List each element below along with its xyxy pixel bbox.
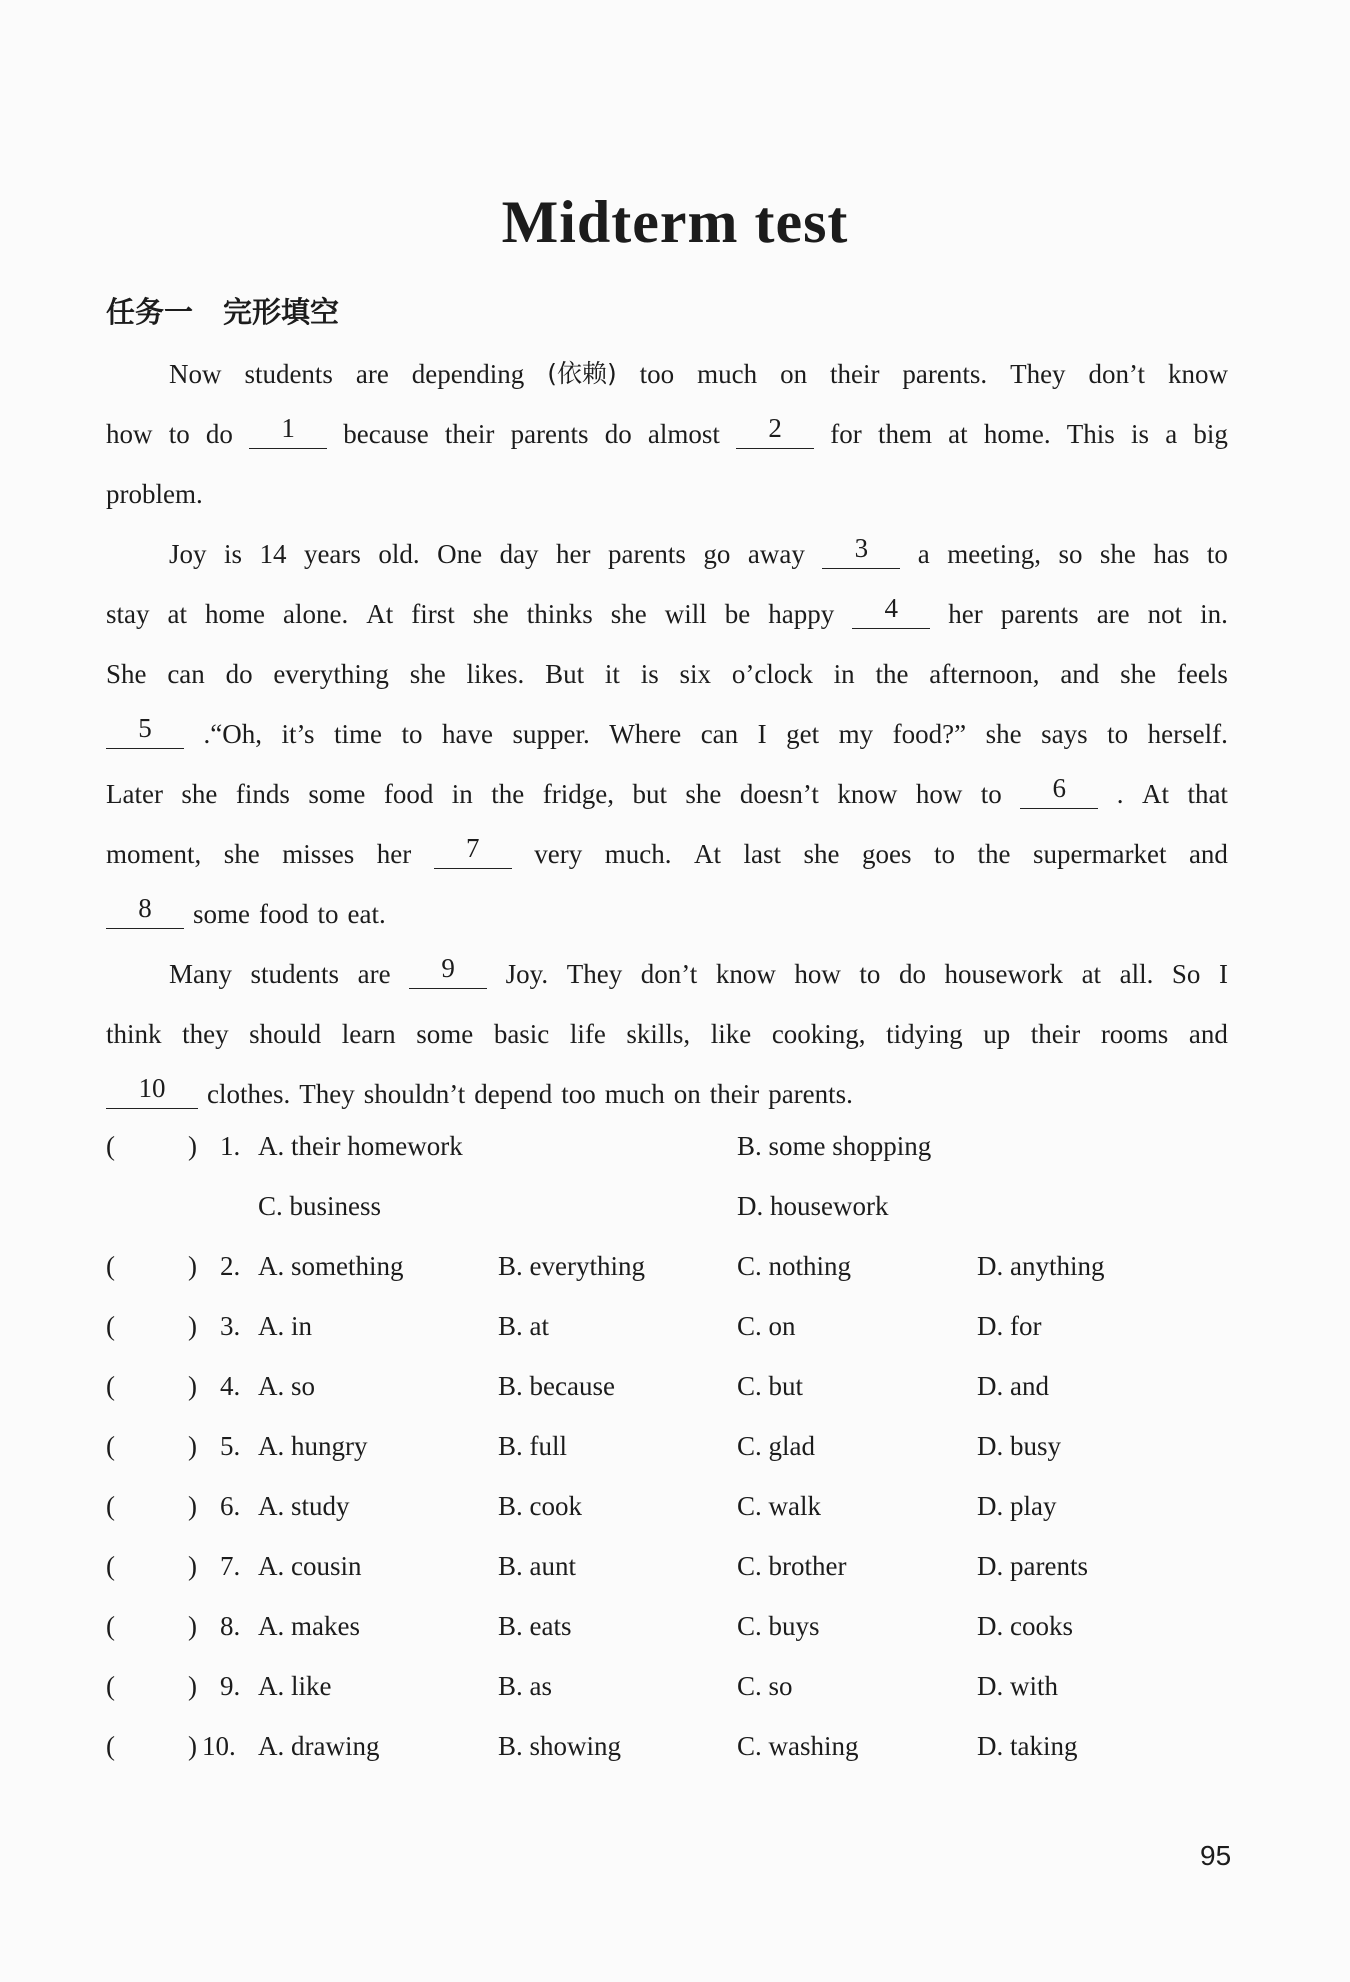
option-b: B. at <box>498 1311 549 1341</box>
passage-word: students <box>250 959 340 989</box>
passage-word: to <box>859 959 881 989</box>
passage-word: is <box>223 539 242 569</box>
question-number: 3. <box>220 1311 241 1341</box>
passage-word: They <box>1010 359 1066 389</box>
passage-line <box>106 1012 1228 1072</box>
option-c: C. so <box>737 1671 793 1701</box>
passage-word: students <box>244 359 333 389</box>
passage-word: at <box>948 419 968 449</box>
passage-word: the <box>875 659 909 689</box>
passage-word: and <box>1188 839 1228 869</box>
passage-line <box>106 832 1228 892</box>
passage-word: she <box>803 839 840 869</box>
passage-word: can <box>700 719 739 749</box>
blank-3: 3 <box>822 532 900 569</box>
passage-word: One <box>437 539 483 569</box>
passage-word: everything <box>273 659 389 689</box>
passage-word: feels <box>1176 659 1228 689</box>
passage-word: alone. <box>283 599 349 629</box>
option-a: A. makes <box>258 1611 360 1641</box>
option-c: C. brother <box>737 1551 847 1581</box>
passage-word: she <box>409 659 446 689</box>
passage-word: it’s <box>281 719 315 749</box>
option-a: A. their homework <box>258 1131 463 1161</box>
passage-word: tidying <box>886 1019 963 1049</box>
option-c: C. glad <box>737 1431 815 1461</box>
passage-word: go <box>703 539 731 569</box>
passage-word: the <box>491 779 525 809</box>
answer-paren-open[interactable]: ( <box>106 1131 115 1161</box>
blank-10: 10 <box>106 1072 198 1109</box>
passage-word: up <box>983 1019 1011 1049</box>
question-row <box>106 1304 1228 1364</box>
passage-word: don’t <box>640 959 698 989</box>
passage-word: Joy <box>169 539 207 569</box>
passage-word: meeting, <box>947 539 1041 569</box>
passage-word: get <box>786 719 820 749</box>
question-row <box>106 1244 1228 1304</box>
passage-word: do <box>604 419 632 449</box>
passage-word: clothes. <box>207 1079 291 1109</box>
passage-word: parents <box>510 419 589 449</box>
passage-word: last <box>743 839 781 869</box>
passage-word: home <box>205 599 265 629</box>
passage-word: her <box>376 839 412 869</box>
cloze-passage <box>106 352 1228 1132</box>
passage-word: her <box>556 539 591 569</box>
passage-word: she <box>685 779 722 809</box>
option-a: A. in <box>258 1311 312 1341</box>
passage-word: and <box>1188 1019 1228 1049</box>
passage-line <box>106 1072 1228 1132</box>
answer-paren-open[interactable]: ( <box>106 1371 115 1401</box>
passage-word: know <box>715 959 776 989</box>
passage-word: their <box>1030 1019 1081 1049</box>
passage-word: them <box>877 419 932 449</box>
option-d: D. and <box>977 1371 1049 1401</box>
passage-line <box>106 412 1228 472</box>
passage-word: the <box>977 839 1011 869</box>
passage-word: years <box>303 539 361 569</box>
passage-word: eat. <box>347 899 386 929</box>
passage-word: 14 <box>259 539 287 569</box>
passage-line <box>106 772 1228 832</box>
passage-word: are <box>357 959 391 989</box>
option-c: C. washing <box>737 1731 859 1761</box>
passage-word: time <box>334 719 382 749</box>
blank-1: 1 <box>249 412 327 449</box>
passage-word: know <box>837 779 898 809</box>
passage-word: do <box>225 659 253 689</box>
passage-word: she <box>472 599 509 629</box>
passage-word: some <box>308 779 366 809</box>
passage-word: old. <box>378 539 420 569</box>
passage-line <box>106 592 1228 652</box>
passage-word: shouldn’t <box>363 1079 466 1109</box>
passage-word: on <box>780 359 808 389</box>
passage-word: think <box>106 1019 162 1049</box>
passage-word: Now <box>169 359 222 389</box>
passage-word: some <box>416 1019 474 1049</box>
answer-paren-close: ) <box>188 1731 197 1761</box>
passage-word: to <box>933 839 955 869</box>
question-number: 8. <box>220 1611 241 1641</box>
passage-word: At <box>693 839 721 869</box>
passage-word: problem. <box>106 479 203 509</box>
passage-word: do <box>898 959 926 989</box>
passage-word: at <box>167 599 187 629</box>
passage-word: first <box>411 599 455 629</box>
passage-word: their <box>830 359 880 389</box>
answer-paren-close: ) <box>188 1431 197 1461</box>
passage-word: some <box>193 899 250 929</box>
passage-word: food?” <box>892 719 967 749</box>
option-d: D. with <box>977 1671 1058 1701</box>
option-d: D. play <box>977 1491 1057 1521</box>
question-number: 6. <box>220 1491 241 1521</box>
option-d: D. parents <box>977 1551 1088 1581</box>
passage-line <box>106 712 1228 772</box>
option-b: B. eats <box>498 1611 572 1641</box>
passage-word: be <box>724 599 751 629</box>
passage-word: But <box>545 659 585 689</box>
passage-word: because <box>343 419 429 449</box>
option-c: C. nothing <box>737 1251 852 1281</box>
passage-word: likes. <box>466 659 525 689</box>
passage-line <box>106 472 1228 532</box>
passage-word: a <box>1165 419 1178 449</box>
passage-word: she <box>610 599 647 629</box>
passage-word: much <box>697 359 758 389</box>
passage-word: she <box>223 839 260 869</box>
passage-word: almost <box>647 419 720 449</box>
blank-9: 9 <box>409 952 487 989</box>
passage-word: her <box>948 599 983 629</box>
passage-word: . <box>1116 779 1124 809</box>
option-c: C. walk <box>737 1491 821 1521</box>
option-d: D. taking <box>977 1731 1078 1761</box>
passage-word: is <box>1130 419 1149 449</box>
answer-paren-open[interactable]: ( <box>106 1731 115 1761</box>
blank-4: 4 <box>852 592 930 629</box>
passage-line <box>106 352 1228 412</box>
passage-line <box>106 952 1228 1012</box>
passage-word: and <box>1060 659 1100 689</box>
passage-word: skills, <box>626 1019 691 1049</box>
answer-paren-close: ) <box>188 1311 197 1341</box>
passage-word: life <box>569 1019 606 1049</box>
blank-7: 7 <box>434 832 512 869</box>
option-c: C. but <box>737 1371 804 1401</box>
passage-word: six <box>679 659 712 689</box>
option-d: D. anything <box>977 1251 1105 1281</box>
passage-word: to <box>401 719 423 749</box>
gloss-text: (依赖) <box>547 359 617 388</box>
passage-word: my <box>838 719 874 749</box>
passage-word: Later <box>106 779 163 809</box>
passage-word: know <box>1167 359 1228 389</box>
passage-word: So <box>1171 959 1201 989</box>
passage-word: all. <box>1119 959 1154 989</box>
passage-line <box>106 892 1228 952</box>
question-row <box>106 1364 1228 1424</box>
passage-word: At <box>1141 779 1169 809</box>
passage-word: big <box>1193 419 1228 449</box>
option-c: C. business <box>258 1191 382 1221</box>
passage-word: I <box>757 719 767 749</box>
passage-word: has <box>1153 539 1190 569</box>
question-number: 7. <box>220 1551 241 1581</box>
option-b: B. full <box>498 1431 568 1461</box>
passage-word: housework <box>944 959 1064 989</box>
passage-word: how <box>106 419 153 449</box>
question-number: 4. <box>220 1371 241 1401</box>
option-d: D. cooks <box>977 1611 1073 1641</box>
passage-word: depend <box>474 1079 553 1109</box>
option-b: B. aunt <box>498 1551 576 1581</box>
passage-word: says <box>1041 719 1088 749</box>
passage-word: This <box>1066 419 1115 449</box>
answer-paren-close: ) <box>188 1671 197 1701</box>
passage-word: to <box>168 419 190 449</box>
passage-line <box>106 652 1228 712</box>
answer-options <box>106 1124 1228 1784</box>
passage-word: in <box>833 659 855 689</box>
passage-word: day <box>499 539 539 569</box>
passage-word: to <box>317 899 339 929</box>
passage-word: very <box>534 839 583 869</box>
passage-word: do <box>205 419 233 449</box>
question-number: 10. <box>202 1731 236 1761</box>
passage-word: cooking, <box>771 1019 866 1049</box>
passage-word: food <box>383 779 434 809</box>
option-d: D. housework <box>737 1191 889 1221</box>
answer-paren-close: ) <box>188 1371 197 1401</box>
passage-word: home. <box>983 419 1051 449</box>
passage-word: too <box>639 359 675 389</box>
question-row <box>106 1124 1228 1184</box>
passage-word: They <box>299 1079 355 1109</box>
passage-word: not <box>1147 599 1183 629</box>
answer-paren-close: ) <box>188 1131 197 1161</box>
question-row-continued <box>106 1184 1228 1244</box>
option-a: A. so <box>258 1371 316 1401</box>
passage-word: parents <box>1000 599 1079 629</box>
passage-word: she <box>1099 539 1136 569</box>
passage-word: They <box>566 959 623 989</box>
passage-word: parents <box>607 539 686 569</box>
passage-word: supermarket <box>1033 839 1167 869</box>
passage-word: will <box>664 599 707 629</box>
passage-word: .“Oh, <box>203 719 262 749</box>
passage-word: food <box>259 899 309 929</box>
passage-word: She <box>106 659 147 689</box>
passage-word: they <box>182 1019 229 1049</box>
passage-line <box>106 532 1228 592</box>
passage-word: Where <box>609 719 682 749</box>
passage-word: to <box>980 779 1002 809</box>
passage-word: in <box>451 779 473 809</box>
option-a: A. cousin <box>258 1551 362 1581</box>
passage-word: At <box>366 599 394 629</box>
passage-word: she <box>1120 659 1157 689</box>
passage-word: she <box>181 779 218 809</box>
section-heading <box>106 290 339 331</box>
question-number: 2. <box>220 1251 241 1281</box>
passage-word: goes <box>861 839 912 869</box>
passage-word: but <box>632 779 667 809</box>
passage-word: Many <box>169 959 232 989</box>
page-title: Midterm test <box>501 189 849 255</box>
passage-word: parents. <box>902 359 988 389</box>
question-row <box>106 1544 1228 1604</box>
option-b: B. cook <box>498 1491 582 1521</box>
passage-word: happy <box>768 599 835 629</box>
passage-word: Joy. <box>505 959 549 989</box>
option-c: C. on <box>737 1311 796 1341</box>
passage-word: how <box>915 779 963 809</box>
option-a: A. something <box>258 1251 404 1281</box>
passage-word: at <box>1081 959 1102 989</box>
passage-word: don’t <box>1088 359 1146 389</box>
answer-paren-close: ) <box>188 1491 197 1521</box>
passage-word: so <box>1058 539 1083 569</box>
passage-word: too <box>561 1079 596 1109</box>
passage-word: afternoon, <box>929 659 1040 689</box>
page-number: 95 <box>1200 1840 1232 1871</box>
passage-word: she <box>985 719 1022 749</box>
passage-word: should <box>249 1019 322 1049</box>
passage-word: thinks <box>526 599 593 629</box>
answer-paren-open[interactable]: ( <box>106 1611 115 1641</box>
blank-5: 5 <box>106 712 184 749</box>
question-row <box>106 1664 1228 1724</box>
question-row <box>106 1604 1228 1664</box>
option-a: A. study <box>258 1491 350 1521</box>
passage-word: much. <box>604 839 672 869</box>
passage-word: their <box>709 1079 760 1109</box>
option-d: D. busy <box>977 1431 1062 1461</box>
option-a: A. drawing <box>258 1731 380 1761</box>
answer-paren-close: ) <box>188 1551 197 1581</box>
passage-word: to <box>1206 539 1228 569</box>
passage-word: that <box>1187 779 1228 809</box>
passage-word: supper. <box>512 719 590 749</box>
passage-word: fridge, <box>542 779 614 809</box>
passage-word: a <box>917 539 930 569</box>
passage-word: have <box>442 719 493 749</box>
passage-word: o’clock <box>731 659 813 689</box>
option-a: A. hungry <box>258 1431 368 1461</box>
passage-word: misses <box>282 839 355 869</box>
blank-8: 8 <box>106 892 184 929</box>
option-d: D. for <box>977 1311 1042 1341</box>
passage-word: learn <box>341 1019 396 1049</box>
section-label: 任务一 <box>106 295 194 329</box>
answer-paren-open[interactable]: ( <box>106 1431 115 1461</box>
passage-word: I <box>1218 959 1228 989</box>
passage-word: stay <box>106 599 150 629</box>
passage-word: in. <box>1200 599 1228 629</box>
question-row <box>106 1724 1228 1784</box>
question-number: 1. <box>220 1131 241 1161</box>
question-number: 5. <box>220 1431 241 1461</box>
passage-word: how <box>794 959 841 989</box>
answer-paren-open[interactable]: ( <box>106 1311 115 1341</box>
question-row <box>106 1484 1228 1544</box>
answer-paren-open[interactable]: ( <box>106 1671 115 1701</box>
passage-word: finds <box>235 779 290 809</box>
option-b: B. as <box>498 1671 552 1701</box>
passage-word: are <box>1096 599 1130 629</box>
passage-word: to <box>1107 719 1129 749</box>
passage-word: away <box>747 539 805 569</box>
question-row <box>106 1424 1228 1484</box>
passage-word: on <box>673 1079 701 1109</box>
blank-2: 2 <box>736 412 814 449</box>
passage-word: basic <box>493 1019 550 1049</box>
passage-word: doesn’t <box>739 779 819 809</box>
passage-word: it <box>604 659 620 689</box>
passage-word: is <box>640 659 659 689</box>
option-b: B. everything <box>498 1251 645 1281</box>
passage-word: their <box>444 419 495 449</box>
question-number: 9. <box>220 1671 241 1701</box>
passage-word: for <box>830 419 862 449</box>
answer-paren-open[interactable]: ( <box>106 1251 115 1281</box>
passage-word: rooms <box>1100 1019 1169 1049</box>
passage-word: are <box>355 359 389 389</box>
passage-word: can <box>167 659 205 689</box>
answer-paren-open[interactable]: ( <box>106 1551 115 1581</box>
passage-word: moment, <box>106 839 202 869</box>
option-c: C. buys <box>737 1611 820 1641</box>
section-name: 完形填空 <box>223 295 340 329</box>
passage-word: like <box>710 1019 752 1049</box>
answer-paren-close: ) <box>188 1251 197 1281</box>
answer-paren-open[interactable]: ( <box>106 1491 115 1521</box>
blank-6: 6 <box>1020 772 1098 809</box>
option-b: B. showing <box>498 1731 622 1761</box>
passage-word: depending <box>411 359 525 389</box>
passage-word: parents. <box>768 1079 853 1109</box>
passage-word: much <box>604 1079 665 1109</box>
option-b: B. some shopping <box>737 1131 932 1161</box>
option-b: B. because <box>498 1371 615 1401</box>
answer-paren-close: ) <box>188 1611 197 1641</box>
option-a: A. like <box>258 1671 332 1701</box>
passage-word: herself. <box>1147 719 1228 749</box>
